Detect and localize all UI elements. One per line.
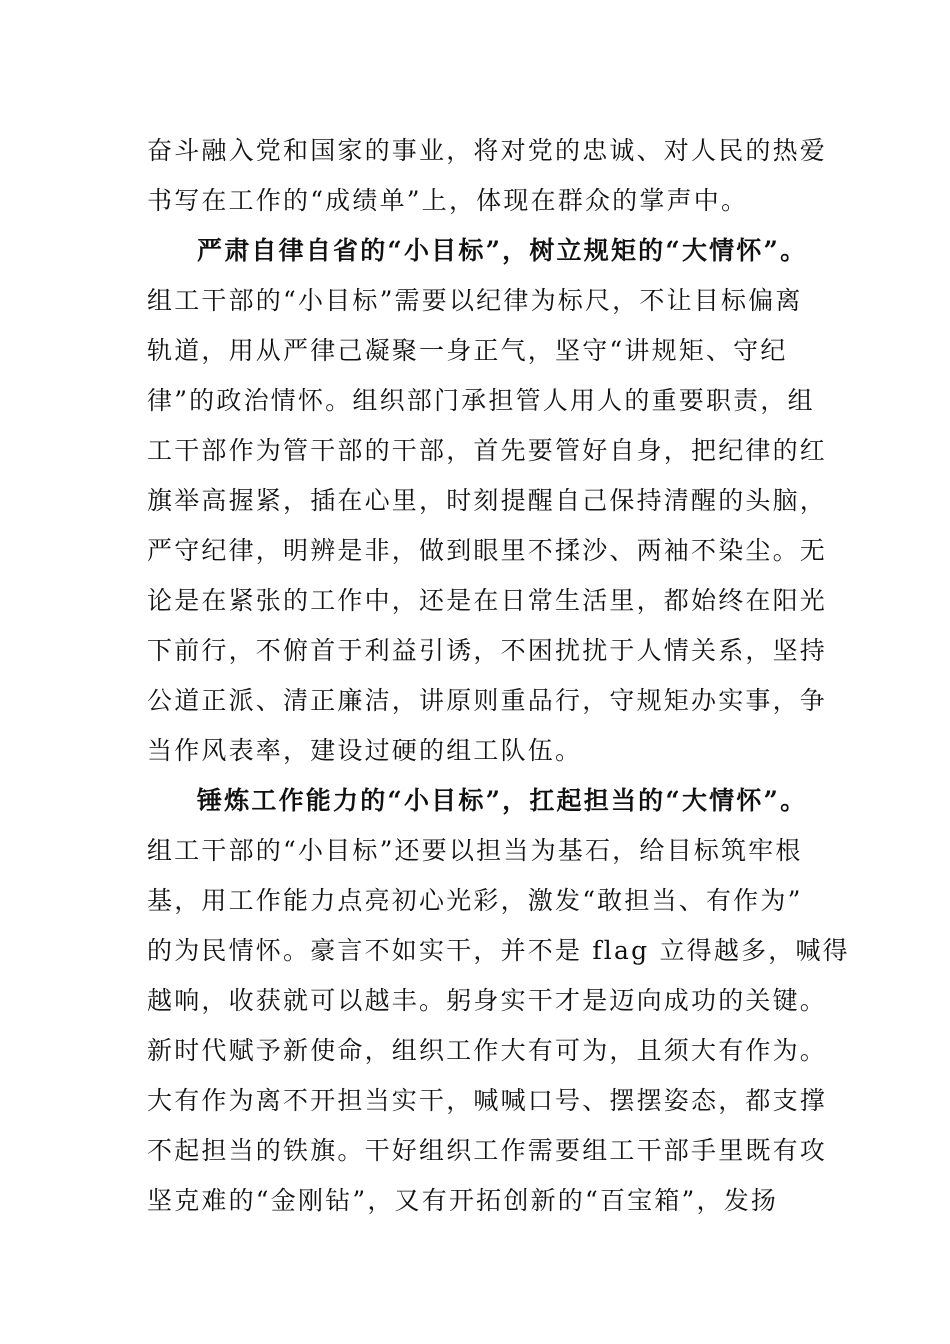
section-heading: 锤炼工作能力的“小目标”，扛起担当的“大情怀”。 <box>197 786 808 815</box>
body-text-line: 当作风表率，建设过硬的组工队伍。 <box>147 736 583 765</box>
body-text-line: 新时代赋予新使命，组织工作大有可为，且须大有作为。 <box>147 1036 828 1065</box>
body-text-line: 越响，收获就可以越丰。躬身实干才是迈向成功的关键。 <box>147 986 828 1015</box>
body-text-line: 不起担当的铁旗。干好组织工作需要组工干部手里既有攻 <box>147 1136 828 1165</box>
body-text-line: 的为民情怀。豪言不如实干，并不是 flag 立得越多，喊得 <box>147 936 850 965</box>
body-text-line: 大有作为离不开担当实干，喊喊口号、摆摆姿态，都支撑 <box>147 1086 828 1115</box>
body-text-line: 组工干部的“小目标”需要以纪律为标尺，不让目标偏离 <box>147 286 803 315</box>
body-text-line: 轨道，用从严律己凝聚一身正气，坚守“讲规矩、守纪 <box>147 336 788 365</box>
body-text-line: 奋斗融入党和国家的事业，将对党的忠诚、对人民的热爱 <box>147 136 828 165</box>
body-text-line: 基，用工作能力点亮初心光彩，激发“敢担当、有作为” <box>147 886 803 915</box>
body-text-line: 工干部作为管干部的干部，首先要管好自身，把纪律的红 <box>147 436 828 465</box>
body-text-line: 公道正派、清正廉洁，讲原则重品行，守规矩办实事，争 <box>147 686 828 715</box>
section-heading: 严肃自律自省的“小目标”，树立规矩的“大情怀”。 <box>197 236 808 265</box>
body-text-line: 书写在工作的“成绩单”上，体现在群众的掌声中。 <box>147 186 749 215</box>
body-text-line: 严守纪律，明辨是非，做到眼里不揉沙、两袖不染尘。无 <box>147 536 828 565</box>
body-text-line: 律”的政治情怀。组织部门承担管人用人的重要职责，组 <box>147 386 815 415</box>
body-text-line: 坚克难的“金刚钻”，又有开拓创新的“百宝箱”，发扬 <box>147 1186 779 1215</box>
body-text-line: 旗举高握紧，插在心里，时刻提醒自己保持清醒的头脑， <box>147 486 828 515</box>
body-text-line: 论是在紧张的工作中，还是在日常生活里，都始终在阳光 <box>147 586 828 615</box>
body-text-line: 下前行，不俯首于利益引诱，不困扰扰于人情关系，坚持 <box>147 636 828 665</box>
body-text-line: 组工干部的“小目标”还要以担当为基石，给目标筑牢根 <box>147 836 803 865</box>
